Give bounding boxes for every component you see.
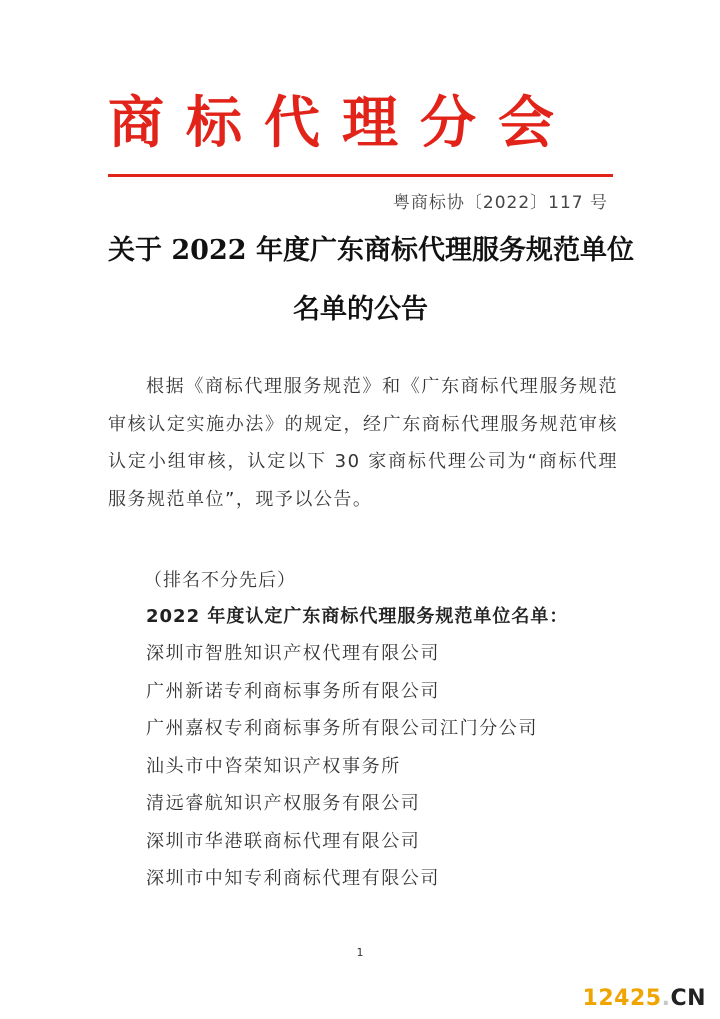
- company-list-item: 深圳市中知专利商标代理有限公司: [146, 868, 440, 889]
- letterhead-title: 商标代理分会: [108, 90, 576, 156]
- company-list-heading: 2022 年度认定广东商标代理服务规范单位名单：: [146, 606, 569, 627]
- watermark-tld: CN: [670, 986, 706, 1011]
- company-list-item: 广州嘉权专利商标事务所有限公司江门分公司: [146, 718, 538, 739]
- company-list-item: 清远睿航知识产权服务有限公司: [146, 793, 421, 814]
- company-list-item: 深圳市智胜知识产权代理有限公司: [146, 643, 440, 664]
- announcement-title-line-2: 名单的公告: [293, 294, 428, 325]
- company-list: [146, 640, 538, 903]
- company-list-item: 深圳市华港联商标代理有限公司: [146, 830, 421, 852]
- announcement-title-line-1: 关于 2022 年度广东商标代理服务规范单位: [108, 235, 634, 266]
- body-paragraph: 根据《商标代理服务规范》和《广东商标代理服务规范审核认定实施办法》的规定，经广东商标代理服务规范审核认定小组审核，认定以下 30 家商标代理公司为“商标代理服务规范单位”，现予以公告。: [108, 376, 618, 510]
- document-number: 粤商标协〔2022〕117 号: [392, 193, 608, 213]
- watermark-dot: .: [661, 986, 671, 1011]
- company-list-item: 汕头市中咨荣知识产权事务所: [146, 755, 401, 777]
- watermark-digits: 12425: [582, 986, 662, 1011]
- company-list-item: 广州新诺专利商标事务所有限公司: [146, 680, 440, 702]
- site-watermark: [583, 986, 706, 1011]
- ranking-note: （排名不分先后）: [144, 570, 296, 591]
- letterhead-divider: [108, 174, 613, 177]
- page-number: 1: [356, 946, 364, 959]
